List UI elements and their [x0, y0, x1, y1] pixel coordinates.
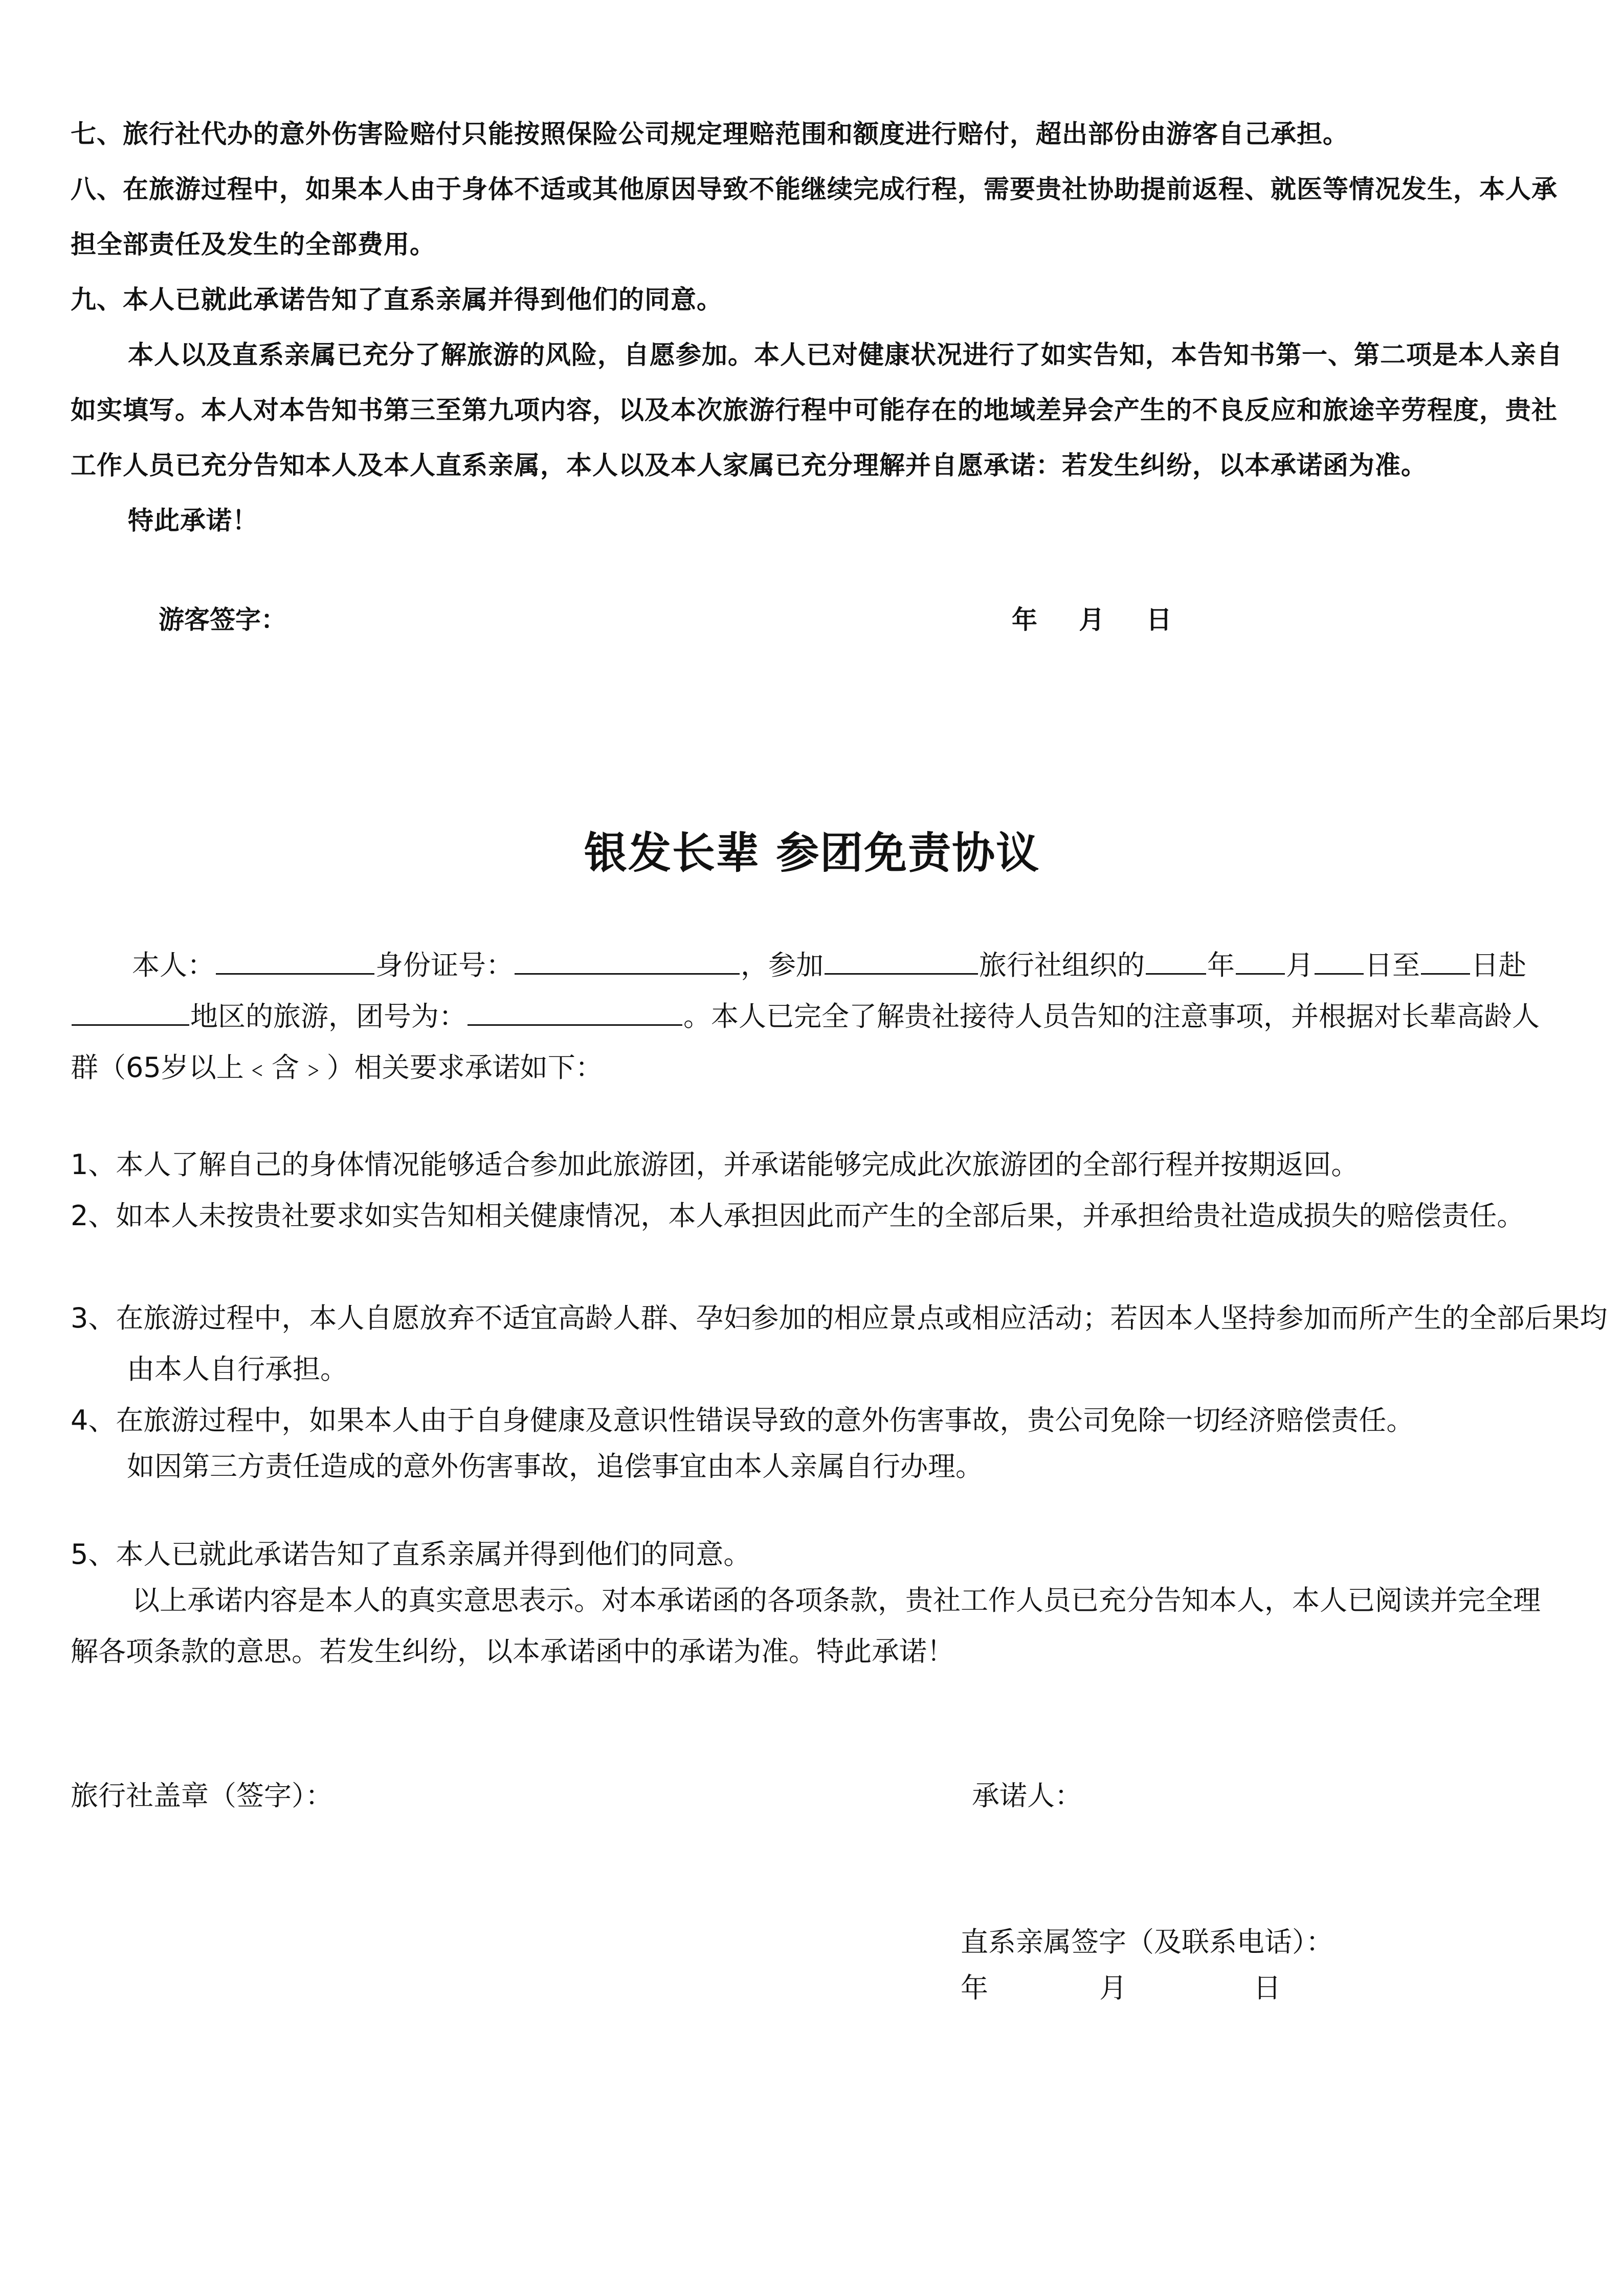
agency-stamp-label: 旅行社盖章（签字）：: [71, 1780, 333, 1812]
intro-text-month: 月: [1286, 949, 1314, 981]
intro-text-group: 地区的旅游，团号为：: [190, 1000, 466, 1032]
top-statement: 本人以及直系亲属已充分了解旅游的风险，自愿参加。本人已对健康状况进行了如实告知，本告知书第一、第二项是本人亲自如实填写。本人对本告知书第三至第九项内容，以及本次旅游行程中可能存在的地域差异会产生的不良反应和旅途辛劳程度，贵社工作人员已充分告知本人及本人直系亲属，本人以及本人家属已充分理解并自愿承诺：若发生纠纷，以本承诺函为准。: [71, 340, 1563, 480]
end-day-blank[interactable]: [1421, 944, 1470, 975]
date-day: 日: [1146, 605, 1172, 635]
intro-text-name: 本人：: [132, 949, 215, 981]
agency-blank[interactable]: [825, 944, 978, 975]
agreement-item-1: 1、本人了解自己的身体情况能够适合参加此旅游团，并承诺能够完成此次旅游团的全部行程并按期返回。: [71, 1149, 1359, 1181]
region-blank[interactable]: [72, 996, 189, 1026]
intro-text-tail: 。本人已完全了解贵社接待人员告知的注意事项，并根据对长辈高龄人群（65岁以上﹤含﹥）相关要求承诺如下：: [71, 1000, 1540, 1084]
intro-text-join: ，参加: [741, 949, 824, 981]
group-number-blank[interactable]: [468, 996, 682, 1026]
start-year-blank[interactable]: [1146, 944, 1206, 975]
agreement-item-4: 4、在旅游过程中，如果本人由于自身健康及意识性错误导致的意外伤害事故，贵公司免除一切经济赔偿责任。: [71, 1404, 1414, 1436]
intro-text-to: 日至: [1365, 949, 1420, 981]
top-closing: 特此承诺！: [128, 506, 258, 535]
start-month-blank[interactable]: [1236, 944, 1285, 975]
date-year: 年: [961, 1972, 988, 2004]
agreement-item-4-continued: 如因第三方责任造成的意外伤害事故，追偿事宜由本人亲属自行办理。: [127, 1450, 983, 1482]
intro-text-go: 日赴: [1471, 949, 1526, 981]
clause-8: 八、在旅游过程中，如果本人由于身体不适或其他原因导致不能继续完成行程，需要贵社协助提前返程、就医等情况发生，本人承担全部责任及发生的全部费用。: [71, 174, 1558, 259]
start-day-blank[interactable]: [1315, 944, 1364, 975]
agreement-item-3: 3、在旅游过程中，本人自愿放弃不适宜高龄人群、孕妇参加的相应景点或相应活动；若因本人坚持参加而所产生的全部后果均由本人自行承担。: [71, 1302, 1608, 1385]
intro-text-year: 年: [1207, 949, 1235, 981]
agreement-title: 银发长辈 参团免责协议: [584, 828, 1040, 878]
date-month: 月: [1079, 605, 1105, 635]
promisor-label: 承诺人：: [972, 1780, 1082, 1812]
agreement-item-2: 2、如本人未按贵社要求如实告知相关健康情况，本人承担因此而产生的全部后果，并承担给贵社造成损失的赔偿责任。: [71, 1200, 1525, 1232]
intro-text-organized: 旅行社组织的: [979, 949, 1145, 981]
agreement-item-5: 5、本人已就此承诺告知了直系亲属并得到他们的同意。: [71, 1538, 751, 1570]
clause-7: 七、旅行社代办的意外伤害险赔付只能按照保险公司规定理赔范围和额度进行赔付，超出部份由游客自己承担。: [71, 119, 1349, 149]
date-year: 年: [1012, 605, 1037, 635]
agreement-date: [961, 1963, 1281, 2014]
tourist-signature-label: 游客签字：: [159, 605, 286, 635]
agreement-intro: [71, 940, 1564, 1093]
agreement-closing: 以上承诺内容是本人的真实意思表示。对本承诺函的各项条款，贵社工作人员已充分告知本人，本人已阅读并完全理解各项条款的意思。若发生纠纷，以本承诺函中的承诺为准。特此承诺！: [71, 1584, 1541, 1668]
name-blank[interactable]: [216, 944, 374, 975]
id-number-blank[interactable]: [515, 944, 740, 975]
relative-signature-label: 直系亲属签字（及联系电话）：: [961, 1926, 1333, 1958]
date-day: 日: [1253, 1972, 1281, 2004]
clause-9: 九、本人已就此承诺告知了直系亲属并得到他们的同意。: [71, 285, 723, 314]
date-month: 月: [1099, 1972, 1127, 2004]
tourist-signature-date: [1012, 592, 1172, 647]
intro-text-id: 身份证号：: [375, 949, 514, 981]
